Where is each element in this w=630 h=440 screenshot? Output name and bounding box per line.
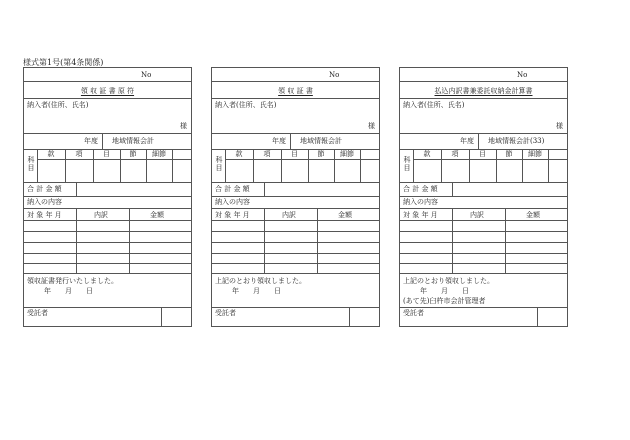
breakdown-label: 内訳 — [282, 211, 296, 219]
receipt-form-3 — [399, 67, 568, 327]
receipt-date: 年 月 日 — [44, 287, 93, 295]
rule-line — [24, 182, 191, 183]
rule-line — [212, 196, 379, 197]
rule-line — [24, 307, 191, 308]
column-header: 節 — [317, 150, 325, 158]
rule-line — [24, 133, 191, 134]
receipt-date: 年 月 日 — [420, 287, 469, 295]
kamoku-char: 目 — [403, 164, 411, 172]
table-row-line — [400, 231, 567, 232]
number-label: No — [329, 71, 340, 79]
total-amount-label: 合 計 金 額 — [403, 185, 438, 193]
rule-line — [478, 133, 479, 149]
column-header: 款 — [423, 150, 431, 158]
table-row-line — [212, 242, 379, 243]
table-row-line — [24, 253, 191, 254]
table-row-line — [400, 242, 567, 243]
column-header: 細節 — [152, 150, 166, 158]
amount-label: 金額 — [338, 211, 352, 219]
form-title — [24, 87, 191, 95]
column-header: 目 — [291, 150, 298, 158]
kamoku-label — [27, 156, 35, 172]
rule-line — [452, 182, 453, 196]
rule-line — [24, 81, 191, 82]
table-row-line — [212, 263, 379, 264]
rule-line — [264, 182, 265, 196]
receipt-note: 上記のとおり領収しました。 — [215, 277, 306, 285]
table-row-line — [24, 231, 191, 232]
form-title-text: 領 収 証 書 — [278, 87, 313, 95]
sama-label: 様 — [556, 122, 563, 130]
payer-label: 納入者(住所、氏名) — [27, 101, 89, 109]
payer-label: 納入者(住所、氏名) — [403, 101, 465, 109]
rule-line — [548, 149, 549, 182]
table-row-line — [24, 263, 191, 264]
rule-line — [212, 220, 379, 221]
column-header: 項 — [75, 150, 83, 158]
column-header: 款 — [47, 150, 55, 158]
rule-line — [24, 273, 191, 274]
amount-label: 金額 — [150, 211, 164, 219]
table-row-line — [400, 263, 567, 264]
rule-line — [400, 133, 567, 134]
fiscal-year-label: 年度 — [460, 137, 474, 145]
rule-line — [212, 98, 379, 99]
payer-label: 納入者(住所、氏名) — [215, 101, 277, 109]
breakdown-label: 内訳 — [470, 211, 484, 219]
rule-line — [24, 220, 191, 221]
account-name: 地域情報会計(33) — [488, 137, 545, 145]
rule-line — [212, 182, 379, 183]
breakdown-label: 内訳 — [94, 211, 108, 219]
total-amount-label: 合 計 金 額 — [215, 185, 250, 193]
number-label: No — [517, 71, 528, 79]
rule-line — [225, 159, 379, 160]
rule-line — [360, 149, 361, 182]
form-number-label: 様式第1号(第4条関係) — [23, 58, 104, 67]
column-header: 目 — [103, 150, 110, 158]
consignee-label: 受託者 — [403, 309, 424, 317]
rule-line — [537, 307, 538, 326]
form-title — [212, 87, 379, 95]
column-header: 節 — [505, 150, 513, 158]
table-row-line — [400, 253, 567, 254]
consignee-label: 受託者 — [215, 309, 236, 317]
receipt-date: 年 月 日 — [232, 287, 281, 295]
kamoku-char: 科 — [215, 156, 223, 164]
target-period-label: 対 象 年 月 — [215, 211, 250, 219]
kamoku-char: 科 — [403, 156, 411, 164]
rule-line — [212, 208, 379, 209]
rule-line — [37, 159, 191, 160]
target-period-label: 対 象 年 月 — [27, 211, 62, 219]
column-header: 項 — [451, 150, 459, 158]
table-row-line — [24, 242, 191, 243]
payment-content-label: 納入の内容 — [27, 198, 62, 206]
rule-line — [212, 81, 379, 82]
rule-line — [212, 133, 379, 134]
sama-label: 様 — [180, 122, 187, 130]
rule-line — [212, 307, 379, 308]
rule-line — [76, 182, 77, 196]
kamoku-label — [403, 156, 411, 172]
column-header: 節 — [129, 150, 137, 158]
column-header: 目 — [479, 150, 486, 158]
column-header: 細節 — [528, 150, 542, 158]
form-title-text: 払込内訳書兼委託収納金計算書 — [434, 87, 533, 95]
column-header: 款 — [235, 150, 243, 158]
rule-line — [290, 133, 291, 149]
table-row-line — [212, 253, 379, 254]
fiscal-year-label: 年度 — [272, 137, 286, 145]
rule-line — [24, 196, 191, 197]
rule-line — [400, 196, 567, 197]
rule-line — [172, 149, 173, 182]
rule-line — [102, 133, 103, 149]
total-amount-label: 合 計 金 額 — [27, 185, 62, 193]
rule-line — [400, 307, 567, 308]
account-name: 地域情報会計 — [300, 137, 342, 145]
rule-line — [24, 98, 191, 99]
fiscal-year-label: 年度 — [84, 137, 98, 145]
table-row-line — [212, 231, 379, 232]
rule-line — [161, 307, 162, 326]
sama-label: 様 — [368, 122, 375, 130]
kamoku-char: 目 — [27, 164, 35, 172]
receipt-note: 領収証書発行いたしました。 — [27, 277, 118, 285]
consignee-label: 受託者 — [27, 309, 48, 317]
kamoku-label — [215, 156, 223, 172]
receipt-form-2 — [211, 67, 380, 327]
addressee-note: (あて先)臼杵市会計管理者 — [403, 297, 486, 305]
number-label: No — [141, 71, 152, 79]
rule-line — [349, 307, 350, 326]
rule-line — [24, 208, 191, 209]
payment-content-label: 納入の内容 — [215, 198, 250, 206]
form-title-text: 領 収 証 書 原 符 — [80, 87, 135, 95]
receipt-form-1 — [23, 67, 192, 327]
receipt-note: 上記のとおり領収しました。 — [403, 277, 494, 285]
column-header: 項 — [263, 150, 271, 158]
target-period-label: 対 象 年 月 — [403, 211, 438, 219]
rule-line — [400, 98, 567, 99]
rule-line — [400, 273, 567, 274]
kamoku-char: 目 — [215, 164, 223, 172]
column-header: 細節 — [340, 150, 354, 158]
form-title — [400, 87, 567, 95]
rule-line — [400, 81, 567, 82]
rule-line — [413, 159, 567, 160]
rule-line — [400, 182, 567, 183]
payment-content-label: 納入の内容 — [403, 198, 438, 206]
kamoku-char: 科 — [27, 156, 35, 164]
rule-line — [400, 220, 567, 221]
account-name: 地域情報会計 — [112, 137, 154, 145]
amount-label: 金額 — [526, 211, 540, 219]
rule-line — [400, 208, 567, 209]
rule-line — [212, 273, 379, 274]
